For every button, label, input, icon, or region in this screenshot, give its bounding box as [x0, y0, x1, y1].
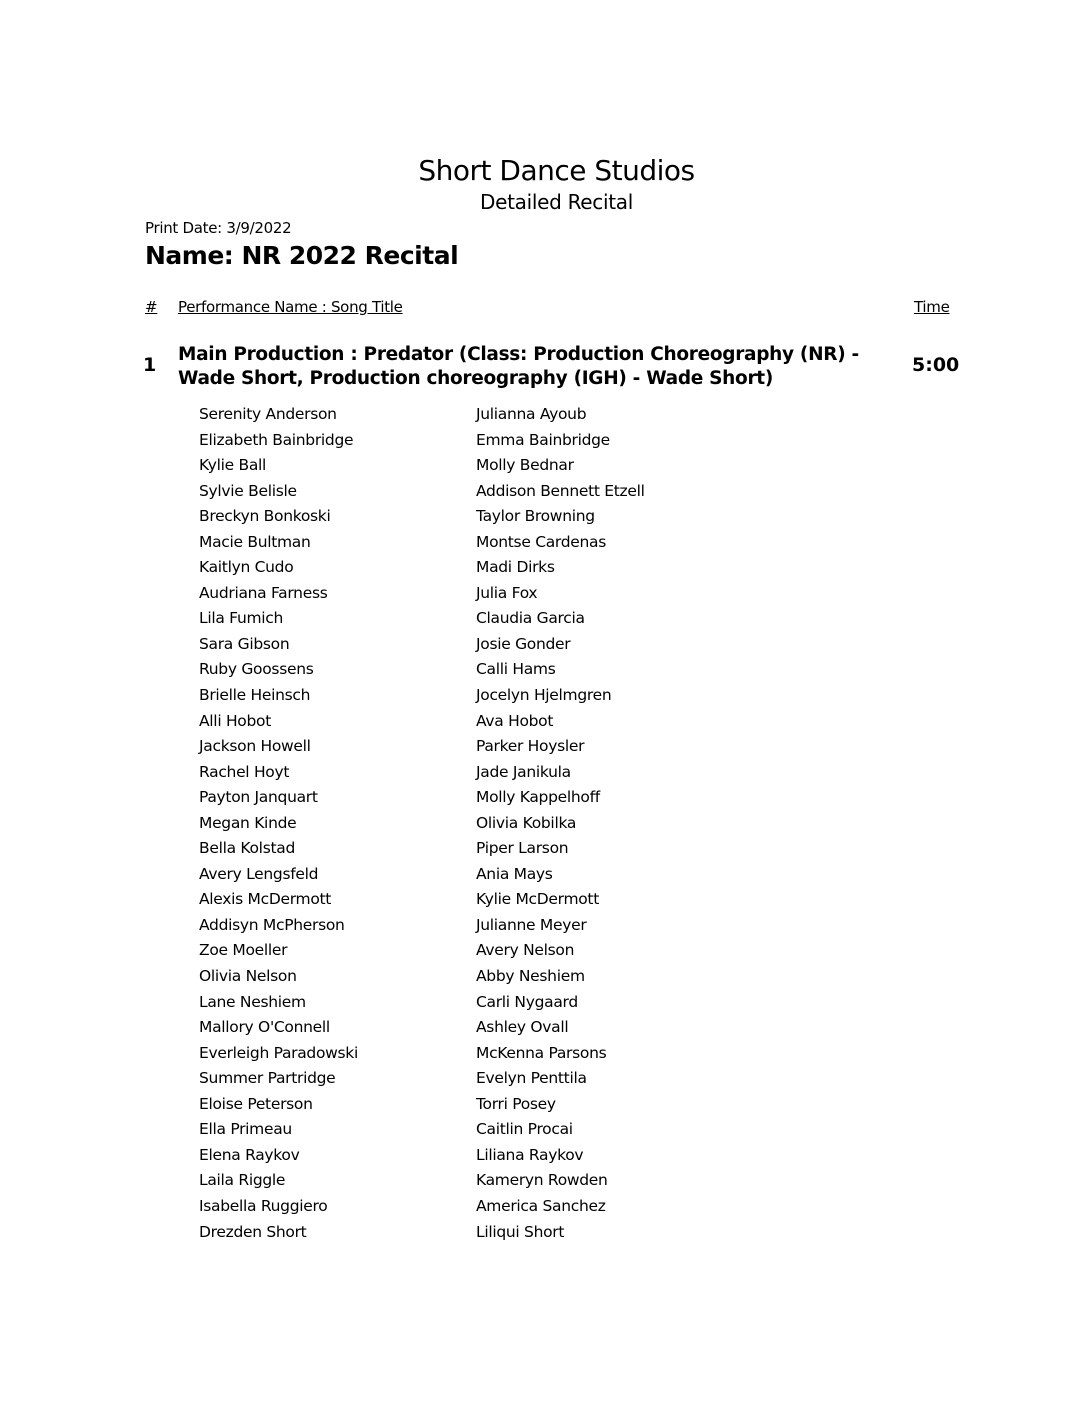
- dancer-name: Liliana Raykov: [476, 1145, 584, 1164]
- dancer-name: Madi Dirks: [476, 558, 555, 577]
- dancer-name: Elizabeth Bainbridge: [199, 430, 354, 449]
- dancer-name: Evelyn Penttila: [476, 1069, 587, 1088]
- dancer-name: Abby Neshiem: [476, 967, 585, 986]
- dancer-name: Zoe Moeller: [199, 941, 288, 960]
- dancer-name: Alexis McDermott: [199, 890, 332, 909]
- dancer-name: Mallory O'Connell: [199, 1018, 330, 1037]
- dancer-name: Ashley Ovall: [476, 1018, 569, 1037]
- dancer-name: Avery Nelson: [476, 941, 575, 960]
- column-header-time: Time: [914, 298, 950, 316]
- dancer-name: Carli Nygaard: [476, 992, 578, 1011]
- dancer-name: Jade Janikula: [476, 762, 571, 781]
- dancer-name: Macie Bultman: [199, 532, 311, 551]
- dancer-name: Avery Lengsfeld: [199, 864, 319, 883]
- recital-name: Name: NR 2022 Recital: [145, 241, 459, 270]
- column-header-number: #: [145, 298, 158, 316]
- dancer-list: [199, 402, 759, 1245]
- column-header-performance: Performance Name : Song Title: [178, 298, 403, 316]
- dancer-name: Olivia Nelson: [199, 967, 297, 986]
- dancer-name: Julianna Ayoub: [476, 405, 587, 423]
- dancer-name: Piper Larson: [476, 839, 569, 858]
- dancer-name: Kameryn Rowden: [476, 1171, 608, 1190]
- dancer-name: Audriana Farness: [199, 583, 328, 602]
- dancer-name: McKenna Parsons: [476, 1043, 607, 1062]
- dancer-name: Summer Partridge: [199, 1069, 336, 1088]
- dancer-name: Julia Fox: [476, 583, 538, 602]
- dancer-name: Eloise Peterson: [199, 1094, 313, 1113]
- dancer-name: Kylie Ball: [199, 456, 267, 475]
- report-subtitle: Detailed Recital: [480, 190, 633, 214]
- dancer-name: Julianne Meyer: [476, 915, 587, 934]
- dancer-name: Sylvie Belisle: [199, 481, 297, 500]
- performance-title: Main Production : Predator (Class: Production Choreography (NR) - Wade Short, Production choreography (IGH) - Wade Short): [178, 344, 859, 389]
- dancer-name: Addisyn McPherson: [199, 915, 345, 934]
- dancer-name: Molly Bednar: [476, 456, 574, 475]
- dancer-name: Laila Riggle: [199, 1171, 286, 1190]
- dancer-name: Ella Primeau: [199, 1120, 292, 1139]
- dancer-name: Claudia Garcia: [476, 609, 585, 628]
- studio-title: Short Dance Studios: [418, 154, 695, 187]
- dancer-name: Ruby Goossens: [199, 660, 314, 679]
- dancer-name: Megan Kinde: [199, 813, 297, 832]
- dancer-name: Olivia Kobilka: [476, 813, 577, 832]
- dancer-name: Serenity Anderson: [199, 405, 337, 423]
- dancer-name: Lila Fumich: [199, 609, 284, 628]
- print-date: Print Date: 3/9/2022: [145, 219, 292, 237]
- performance-number: 1: [143, 354, 157, 376]
- dancer-name: Taylor Browning: [476, 507, 595, 526]
- dancer-name: Kaitlyn Cudo: [199, 558, 294, 577]
- dancer-name: Torri Posey: [476, 1094, 556, 1113]
- dancer-name: Alli Hobot: [199, 711, 271, 730]
- dancer-name: Calli Hams: [476, 660, 556, 679]
- dancer-name: America Sanchez: [476, 1196, 606, 1215]
- dancer-name: Drezden Short: [199, 1222, 307, 1241]
- dancer-name: Josie Gonder: [476, 634, 571, 653]
- dancer-name: Addison Bennett Etzell: [476, 481, 645, 500]
- dancer-name: Ania Mays: [476, 864, 553, 883]
- dancer-name: Ava Hobot: [476, 711, 554, 730]
- dancer-name: Emma Bainbridge: [476, 430, 610, 449]
- dancer-name: Jackson Howell: [199, 737, 311, 756]
- dancer-name: Elena Raykov: [199, 1145, 300, 1164]
- dancer-name: Rachel Hoyt: [199, 762, 290, 781]
- dancer-name: Jocelyn Hjelmgren: [476, 686, 612, 705]
- dancer-name: Isabella Ruggiero: [199, 1196, 328, 1215]
- dancer-name: Payton Janquart: [199, 788, 318, 807]
- dancer-name: Sara Gibson: [199, 634, 290, 653]
- dancer-name: Montse Cardenas: [476, 532, 606, 551]
- dancer-name: Caitlin Procai: [476, 1120, 573, 1139]
- dancer-name: Breckyn Bonkoski: [199, 507, 331, 526]
- dancer-name: Parker Hoysler: [476, 737, 585, 756]
- dancer-name: Brielle Heinsch: [199, 686, 311, 705]
- dancer-name: Bella Kolstad: [199, 839, 295, 858]
- performance-time: 5:00: [912, 354, 960, 376]
- dancer-name: Kylie McDermott: [476, 890, 599, 909]
- dancer-name: Molly Kappelhoff: [476, 788, 600, 807]
- dancer-name: Everleigh Paradowski: [199, 1043, 358, 1062]
- dancer-name: Lane Neshiem: [199, 992, 306, 1011]
- dancer-name: Liliqui Short: [476, 1222, 565, 1241]
